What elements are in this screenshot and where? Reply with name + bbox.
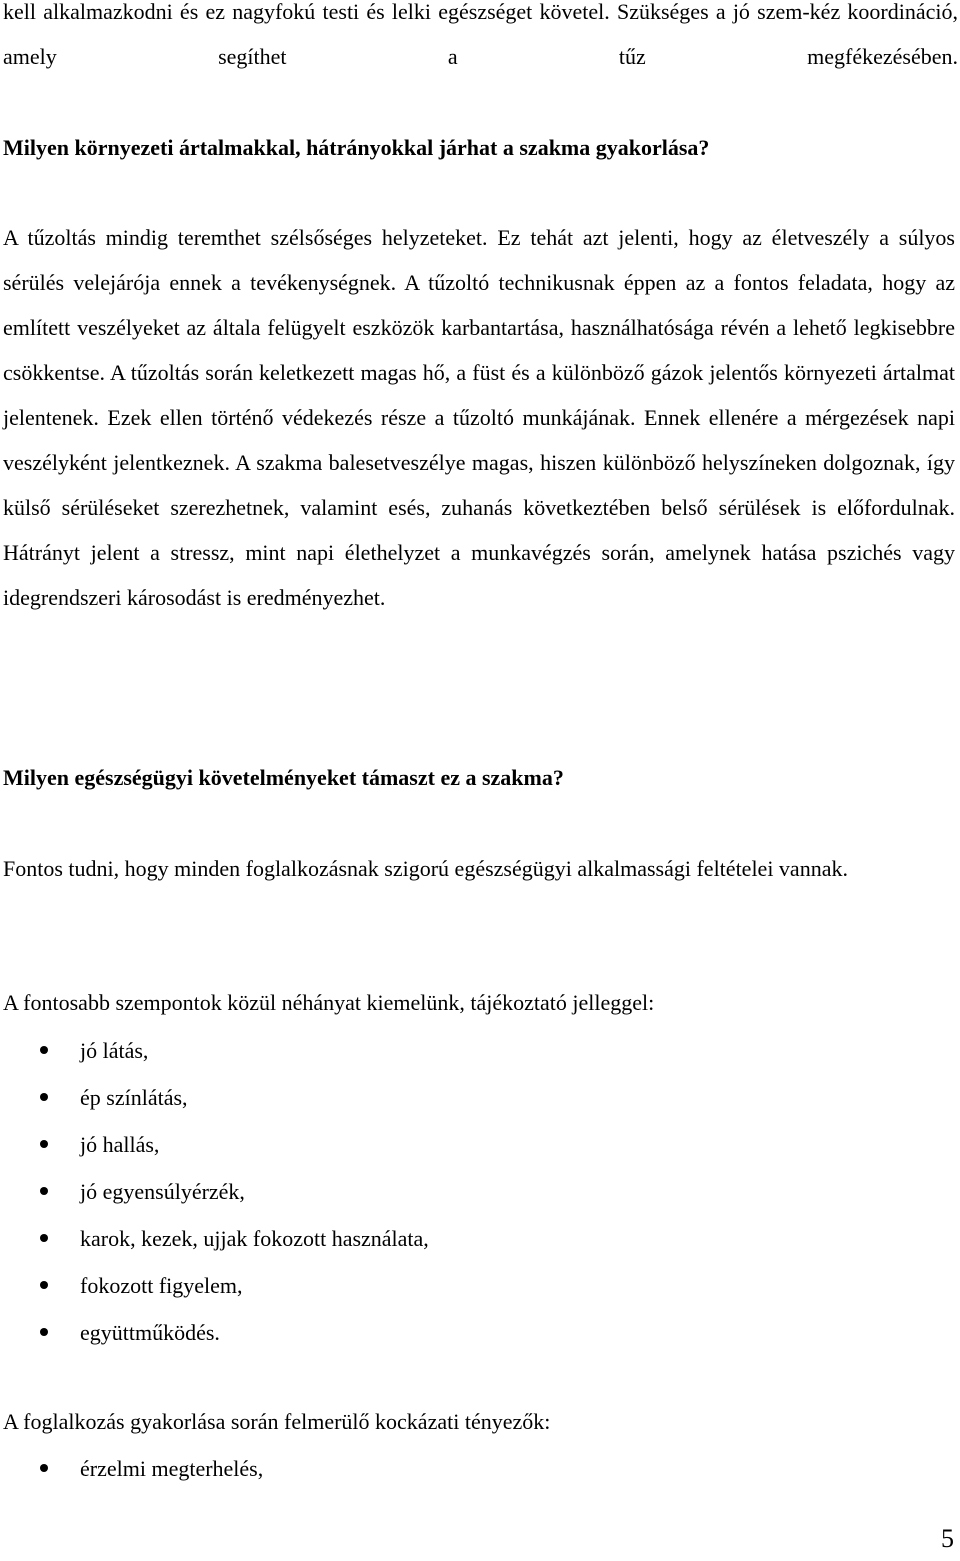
intro-paragraph: kell alkalmazkodni és ez nagyfokú testi és lelki egészséget követel. Szükséges a jó szem-kéz koordináció, amely segíthet a tűz megfékezésében.	[3, 0, 958, 69]
bullet-dot-icon	[40, 1046, 48, 1054]
health-requirements-list	[0, 1027, 429, 1356]
bullet-dot-icon	[40, 1328, 48, 1336]
health-list-intro: A fontosabb szempontok közül néhányat kiemelünk, tájékoztató jelleggel:	[3, 990, 655, 1015]
list-item: karok, kezek, ujjak fokozott használata,	[0, 1215, 429, 1262]
section-heading-health: Milyen egészségügyi követelményeket támaszt ez a szakma?	[3, 765, 564, 790]
bullet-dot-icon	[40, 1234, 48, 1242]
list-item: érzelmi megterhelés,	[0, 1445, 263, 1492]
list-item: együttműködés.	[0, 1309, 429, 1356]
section-heading-environmental: Milyen környezeti ártalmakkal, hátrányokkal járhat a szakma gyakorlása?	[3, 135, 710, 160]
list-item: jó látás,	[0, 1027, 429, 1074]
page-number: 5	[941, 1524, 954, 1553]
risk-list-intro: A foglalkozás gyakorlása során felmerülő kockázati tényezők:	[3, 1409, 551, 1434]
list-item: jó hallás,	[0, 1121, 429, 1168]
list-item: jó egyensúlyérzék,	[0, 1168, 429, 1215]
bullet-dot-icon	[40, 1093, 48, 1101]
bullet-dot-icon	[40, 1464, 48, 1472]
list-item: fokozott figyelem,	[0, 1262, 429, 1309]
bullet-dot-icon	[40, 1140, 48, 1148]
bullet-dot-icon	[40, 1281, 48, 1289]
list-item: ép színlátás,	[0, 1074, 429, 1121]
bullet-dot-icon	[40, 1187, 48, 1195]
environmental-paragraph: A tűzoltás mindig teremthet szélsőséges helyzeteket. Ez tehát azt jelenti, hogy az életveszély a súlyos sérülés velejárója ennek a tevékenységnek. A tűzoltó technikusnak éppen az a fontos feladata, hogy az említett veszélyeket az általa felügyelt eszközök karbantartása, használhatósága révén a lehető legkisebbre csökkentse. A tűzoltás során keletkezett magas hő, a füst és a különböző gázok jelentős környezeti ártalmat jelentenek. Ezek ellen történő védekezés része a tűzoltó munkájának. Ennek ellenére a mérgezések napi veszélyként jelentkeznek. A szakma balesetveszélye magas, hiszen különböző helyszíneken dolgoznak, így külső sérüléseket szerezhetnek, valamint esés, zuhanás következtében belső sérülések is előfordulnak. Hátrányt jelent a stressz, mint napi élethelyzet a munkavégzés során, amelynek hatása pszichés vagy idegrendszeri károsodást is eredményezhet.	[3, 225, 955, 610]
risk-factors-list	[0, 1445, 263, 1492]
health-paragraph: Fontos tudni, hogy minden foglalkozásnak szigorú egészségügyi alkalmassági feltételei vannak.	[3, 856, 848, 881]
